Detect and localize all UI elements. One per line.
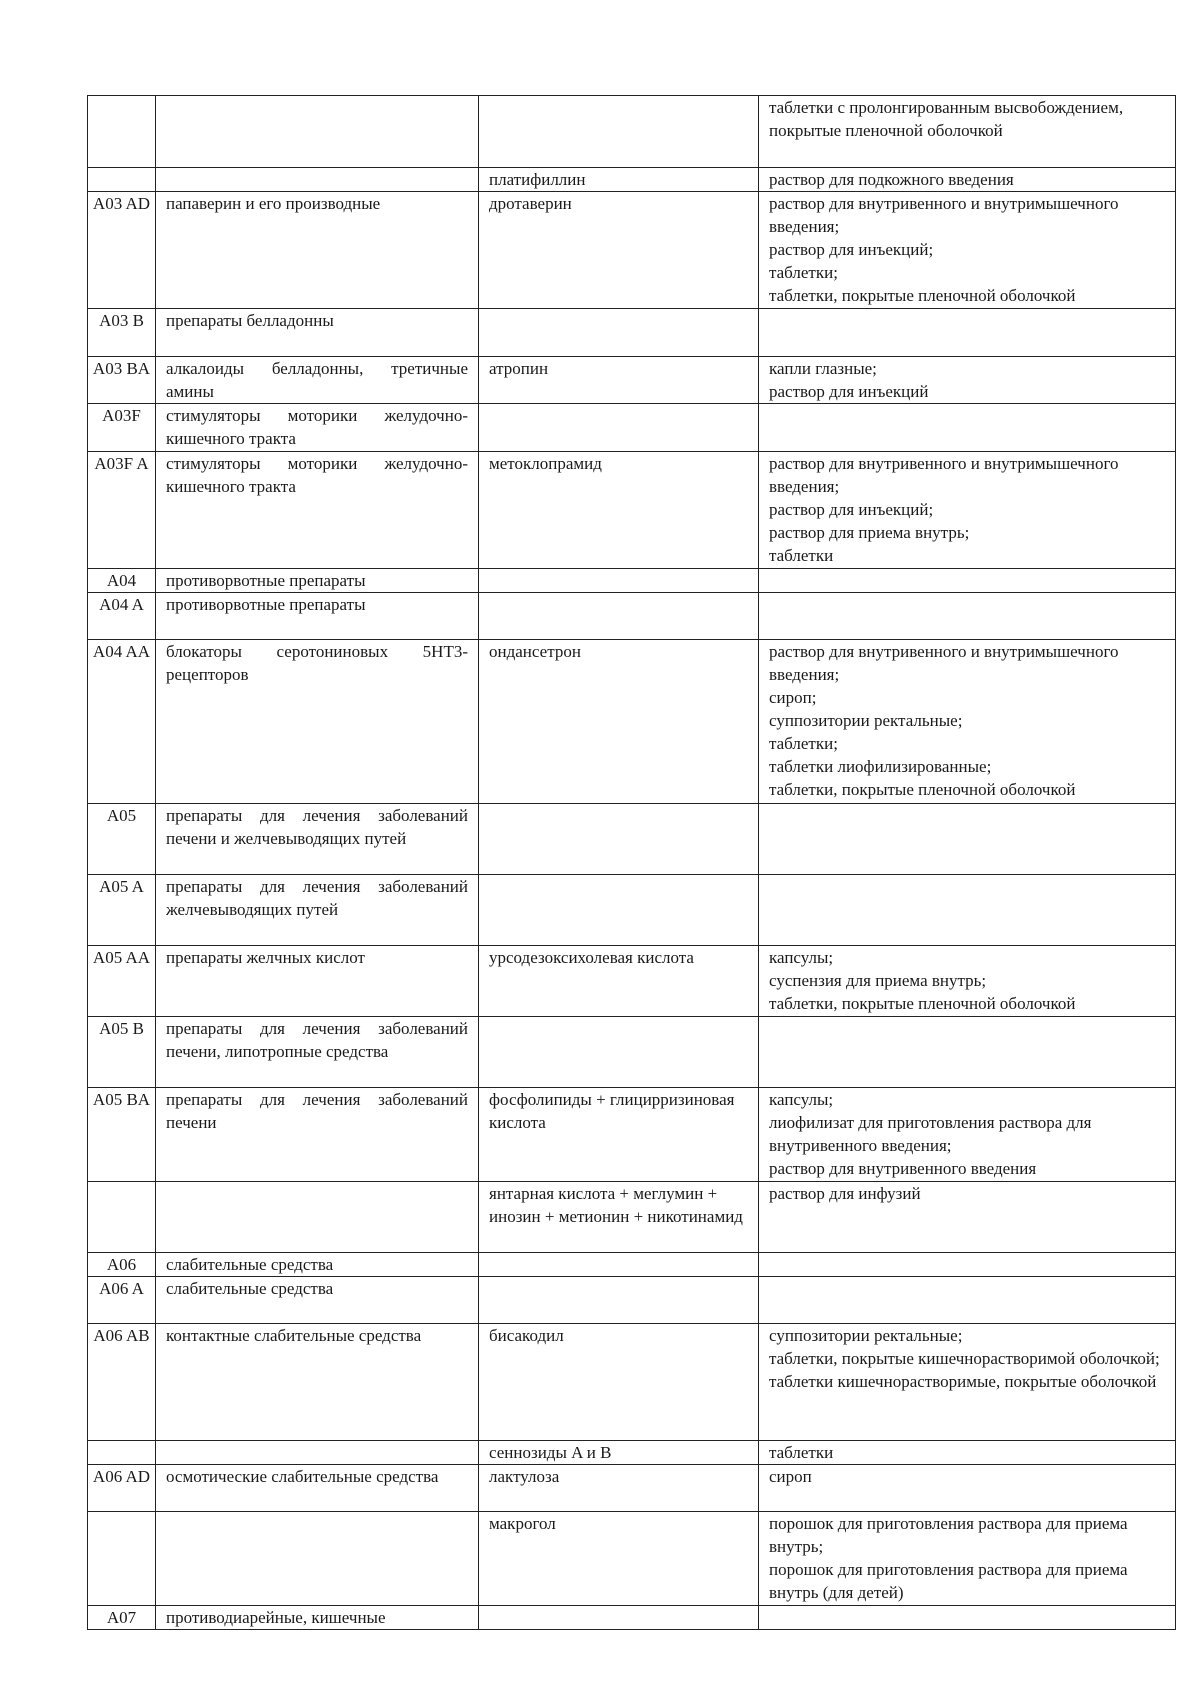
table-row [88,946,1176,1017]
dosage-forms-cell [759,1606,1176,1630]
dosage-forms-cell [759,1465,1176,1512]
group-name-cell [156,96,479,168]
drug-name-cell: макрогол [479,1512,759,1606]
group-name-cell: слабительные средства [156,1277,479,1324]
table-row [88,1088,1176,1182]
group-name-cell [156,1441,479,1465]
group-name-cell: препараты для лечения заболеваний печени [156,1088,479,1182]
dosage-forms-text: капсулы; лиофилизат для приготовления раствора для внутривенного введения; раствор для внутривенного введения [769,1090,1092,1178]
group-name-cell: слабительные средства [156,1253,479,1277]
atc-code-cell: A03 AD [88,192,156,309]
group-name-cell: блокаторы серотониновых 5HT3-рецепторов [156,640,479,804]
group-name-cell: препараты для лечения заболеваний желчевыводящих путей [156,875,479,946]
dosage-forms-cell [759,192,1176,309]
dosage-forms-cell [759,404,1176,452]
group-name-cell: стимуляторы моторики желудочно-кишечного тракта [156,404,479,452]
dosage-forms-cell [759,452,1176,569]
drug-list-table [87,95,1176,1630]
drug-name-cell [479,1017,759,1088]
group-name-cell: стимуляторы моторики желудочно-кишечного тракта [156,452,479,569]
table-row [88,1182,1176,1253]
table-row [88,404,1176,452]
table-row [88,192,1176,309]
dosage-forms-text: капсулы; суспензия для приема внутрь; таблетки, покрытые пленочной оболочкой [769,948,1076,1013]
drug-name-cell [479,1253,759,1277]
drug-name-cell [479,404,759,452]
atc-code-cell: A07 [88,1606,156,1630]
group-name-cell: папаверин и его производные [156,192,479,309]
dosage-forms-cell [759,1324,1176,1441]
atc-code-cell: A06 AD [88,1465,156,1512]
drug-name-cell [479,569,759,593]
dosage-forms-cell [759,804,1176,875]
atc-code-cell: A05 B [88,1017,156,1088]
dosage-forms-cell [759,1088,1176,1182]
drug-name-cell [479,593,759,640]
group-name-cell [156,168,479,192]
dosage-forms-text: порошок для приготовления раствора для приема внутрь; порошок для приготовления раствора для приема внутрь (для детей) [769,1514,1128,1602]
dosage-forms-cell [759,569,1176,593]
drug-list-body [88,96,1176,1630]
atc-code-cell [88,1441,156,1465]
table-row [88,1324,1176,1441]
table-row [88,1017,1176,1088]
drug-name-cell: фосфолипиды + глицирризиновая кислота [479,1088,759,1182]
dosage-forms-text: капли глазные; раствор для инъекций [769,359,929,401]
dosage-forms-text: раствор для подкожного введения [769,170,1014,189]
table-row [88,804,1176,875]
drug-name-cell [479,309,759,357]
dosage-forms-cell [759,96,1176,168]
atc-code-cell [88,96,156,168]
group-name-cell: осмотические слабительные средства [156,1465,479,1512]
group-name-cell: алкалоиды белладонны, третичные амины [156,357,479,404]
table-row [88,1277,1176,1324]
drug-name-cell: урсодезоксихолевая кислота [479,946,759,1017]
drug-name-cell [479,1606,759,1630]
dosage-forms-cell [759,1017,1176,1088]
table-row [88,1253,1176,1277]
group-name-cell: препараты желчных кислот [156,946,479,1017]
atc-code-cell: A03F [88,404,156,452]
dosage-forms-text: таблетки с пролонгированным высвобождением, покрытые пленочной оболочкой [769,98,1124,140]
dosage-forms-cell [759,1253,1176,1277]
atc-code-cell: A05 A [88,875,156,946]
dosage-forms-cell [759,640,1176,804]
dosage-forms-cell [759,593,1176,640]
atc-code-cell [88,1182,156,1253]
atc-code-cell: A05 AA [88,946,156,1017]
table-row [88,593,1176,640]
group-name-cell [156,1182,479,1253]
group-name-cell: препараты для лечения заболеваний печени, липотропные средства [156,1017,479,1088]
dosage-forms-cell [759,875,1176,946]
dosage-forms-text: таблетки [769,1443,834,1462]
table-row [88,96,1176,168]
atc-code-cell: A06 [88,1253,156,1277]
group-name-cell: препараты белладонны [156,309,479,357]
dosage-forms-text: сироп [769,1467,812,1486]
atc-code-cell: A03 B [88,309,156,357]
group-name-cell: противорвотные препараты [156,593,479,640]
drug-name-cell: ондансетрон [479,640,759,804]
drug-name-cell: янтарная кислота + меглумин + инозин + метионин + никотинамид [479,1182,759,1253]
atc-code-cell: A03F A [88,452,156,569]
group-name-cell [156,1512,479,1606]
atc-code-cell: A06 AB [88,1324,156,1441]
drug-name-cell: атропин [479,357,759,404]
dosage-forms-cell [759,946,1176,1017]
drug-name-cell [479,875,759,946]
dosage-forms-cell [759,1512,1176,1606]
drug-name-cell: дротаверин [479,192,759,309]
table-row [88,357,1176,404]
drug-name-cell [479,96,759,168]
atc-code-cell: A06 A [88,1277,156,1324]
dosage-forms-cell [759,357,1176,404]
dosage-forms-text: раствор для внутривенного и внутримышечного введения; раствор для инъекций; раствор для приема внутрь; таблетки [769,454,1119,565]
table-row [88,875,1176,946]
dosage-forms-cell [759,1441,1176,1465]
group-name-cell: противорвотные препараты [156,569,479,593]
table-row [88,1606,1176,1630]
atc-code-cell [88,168,156,192]
dosage-forms-text: раствор для внутривенного и внутримышечного введения; сироп; суппозитории ректальные; таблетки; таблетки лиофилизированные; таблетки, покрытые пленочной оболочкой [769,642,1119,799]
table-row [88,309,1176,357]
group-name-cell: препараты для лечения заболеваний печени и желчевыводящих путей [156,804,479,875]
atc-code-cell: A03 BA [88,357,156,404]
table-row [88,640,1176,804]
dosage-forms-cell [759,1182,1176,1253]
group-name-cell: противодиарейные, кишечные [156,1606,479,1630]
atc-code-cell: A05 [88,804,156,875]
drug-name-cell: сеннозиды A и B [479,1441,759,1465]
table-row [88,1465,1176,1512]
table-row [88,1441,1176,1465]
atc-code-cell: A04 [88,569,156,593]
atc-code-cell: A04 AA [88,640,156,804]
dosage-forms-text: раствор для инфузий [769,1184,921,1203]
atc-code-cell: A04 A [88,593,156,640]
drug-name-cell: бисакодил [479,1324,759,1441]
atc-code-cell: A05 BA [88,1088,156,1182]
table-row [88,452,1176,569]
dosage-forms-cell [759,168,1176,192]
drug-name-cell: метоклопрамид [479,452,759,569]
dosage-forms-cell [759,1277,1176,1324]
table-row [88,569,1176,593]
dosage-forms-cell [759,309,1176,357]
drug-name-cell [479,1277,759,1324]
drug-name-cell: лактулоза [479,1465,759,1512]
table-row [88,1512,1176,1606]
group-name-cell: контактные слабительные средства [156,1324,479,1441]
dosage-forms-text: суппозитории ректальные; таблетки, покрытые кишечнорастворимой оболочкой; таблетки кишечнорастворимые, покрытые оболочкой [769,1326,1160,1391]
atc-code-cell [88,1512,156,1606]
dosage-forms-text: раствор для внутривенного и внутримышечного введения; раствор для инъекций; таблетки; таблетки, покрытые пленочной оболочкой [769,194,1119,305]
drug-name-cell [479,804,759,875]
table-row [88,168,1176,192]
drug-name-cell: платифиллин [479,168,759,192]
